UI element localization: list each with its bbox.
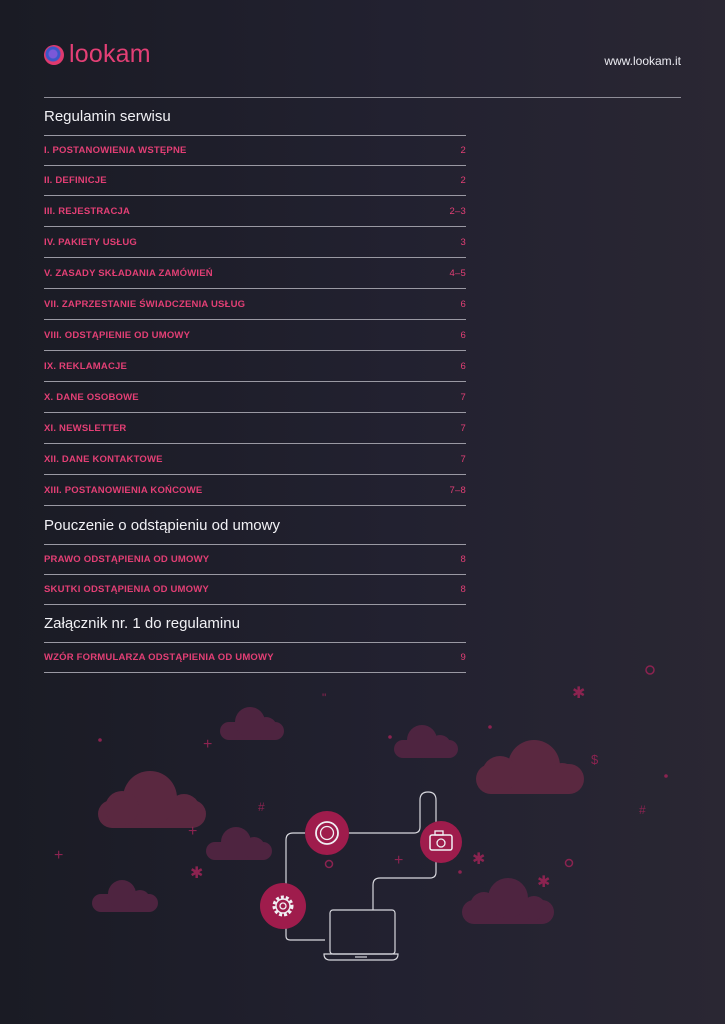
svg-text:#: # (258, 800, 265, 814)
svg-text:#: # (639, 803, 646, 817)
toc-entry[interactable] (44, 319, 466, 350)
cloud-icon (220, 707, 284, 740)
camera-icon (420, 821, 462, 863)
svg-text:✱: ✱ (572, 685, 586, 702)
toc-entry-page: 9 (460, 652, 466, 663)
toc-entry-page: 6 (460, 329, 466, 341)
toc-entry[interactable] (44, 544, 466, 574)
toc-entry[interactable] (44, 135, 466, 165)
toc-entry-label: SKUTKI ODSTĄPIENIA OD UMOWY (44, 584, 209, 595)
svg-text:+: + (188, 823, 198, 840)
toc-entry-label: XIII. POSTANOWIENIA KOŃCOWE (44, 484, 203, 496)
toc-entry-label: X. DANE OSOBOWE (44, 391, 139, 403)
svg-text:+: + (203, 736, 213, 753)
toc-entry-page: 3 (460, 236, 466, 248)
toc-entry-page: 7 (460, 422, 466, 434)
toc-entry[interactable] (44, 165, 466, 195)
toc-entry-label: I. POSTANOWIENIA WSTĘPNE (44, 145, 187, 156)
cloud-icon (98, 771, 206, 828)
svg-text:✱: ✱ (190, 865, 204, 882)
toc-entry-label: VII. ZAPRZESTANIE ŚWIADCZENIA USŁUG (44, 298, 246, 310)
toc-entry-page: 7 (460, 453, 466, 465)
toc-entry-page: 6 (460, 298, 466, 310)
toc-entry-page: 6 (460, 360, 466, 372)
toc-entry-page: 8 (460, 554, 466, 565)
section-title: Regulamin serwisu (44, 108, 171, 125)
toc-entry-page: 7 (460, 391, 466, 403)
toc-entry-label: VIII. ODSTĄPIENIE OD UMOWY (44, 329, 191, 341)
toc-entry-page: 4–5 (449, 267, 466, 279)
toc-entry-label: XII. DANE KONTAKTOWE (44, 453, 163, 465)
toc-entry[interactable] (44, 381, 466, 412)
toc-entry[interactable] (44, 226, 466, 257)
toc-entry-label: XI. NEWSLETTER (44, 422, 127, 434)
cloud-icon (206, 827, 272, 860)
cloud-icon (476, 740, 584, 794)
toc-entry-label: III. REJESTRACJA (44, 205, 131, 217)
table-of-contents (44, 98, 466, 673)
section-title: Załącznik nr. 1 do regulaminu (44, 615, 240, 632)
toc-entry[interactable] (44, 288, 466, 319)
toc-entry-label: IV. PAKIETY USŁUG (44, 236, 137, 248)
connector-lines (286, 792, 436, 940)
toc-entry[interactable] (44, 474, 466, 506)
toc-entry[interactable] (44, 195, 466, 226)
toc-entry-label: V. ZASADY SKŁADANIA ZAMÓWIEŃ (44, 267, 213, 279)
cloud-icon (394, 725, 458, 758)
toc-entry-page: 8 (460, 584, 466, 595)
decorative-illustration (0, 640, 725, 1020)
toc-entry-label: IX. REKLAMACJE (44, 360, 128, 372)
logo[interactable] (44, 42, 151, 67)
logo-text: lookam (69, 40, 151, 68)
svg-text:$: $ (591, 752, 599, 767)
gear-icon (260, 883, 306, 929)
svg-text:✱: ✱ (537, 874, 551, 891)
toc-entry[interactable] (44, 257, 466, 288)
toc-entry-label: II. DEFINICJE (44, 175, 107, 186)
svg-text:+: + (54, 847, 64, 864)
laptop-icon (324, 910, 398, 960)
toc-entry-label: WZÓR FORMULARZA ODSTĄPIENIA OD UMOWY (44, 652, 274, 663)
toc-entry[interactable] (44, 350, 466, 381)
toc-entry-page: 2–3 (449, 205, 466, 217)
toc-entry-page: 2 (460, 175, 466, 186)
toc-entry[interactable] (44, 443, 466, 474)
svg-text:+: + (394, 852, 404, 869)
svg-text:": " (322, 691, 327, 705)
toc-entry-label: PRAWO ODSTĄPIENIA OD UMOWY (44, 554, 210, 565)
toc-entry[interactable] (44, 574, 466, 605)
sync-icon (305, 811, 349, 855)
cloud-icon (92, 880, 158, 912)
website-link[interactable]: www.lookam.it (604, 54, 681, 68)
toc-entry-page: 7–8 (449, 484, 466, 496)
toc-entry-page: 2 (460, 145, 466, 156)
toc-entry[interactable] (44, 412, 466, 443)
section-title: Pouczenie o odstąpieniu od umowy (44, 516, 280, 534)
logo-icon (44, 45, 64, 65)
svg-text:✱: ✱ (472, 851, 486, 868)
